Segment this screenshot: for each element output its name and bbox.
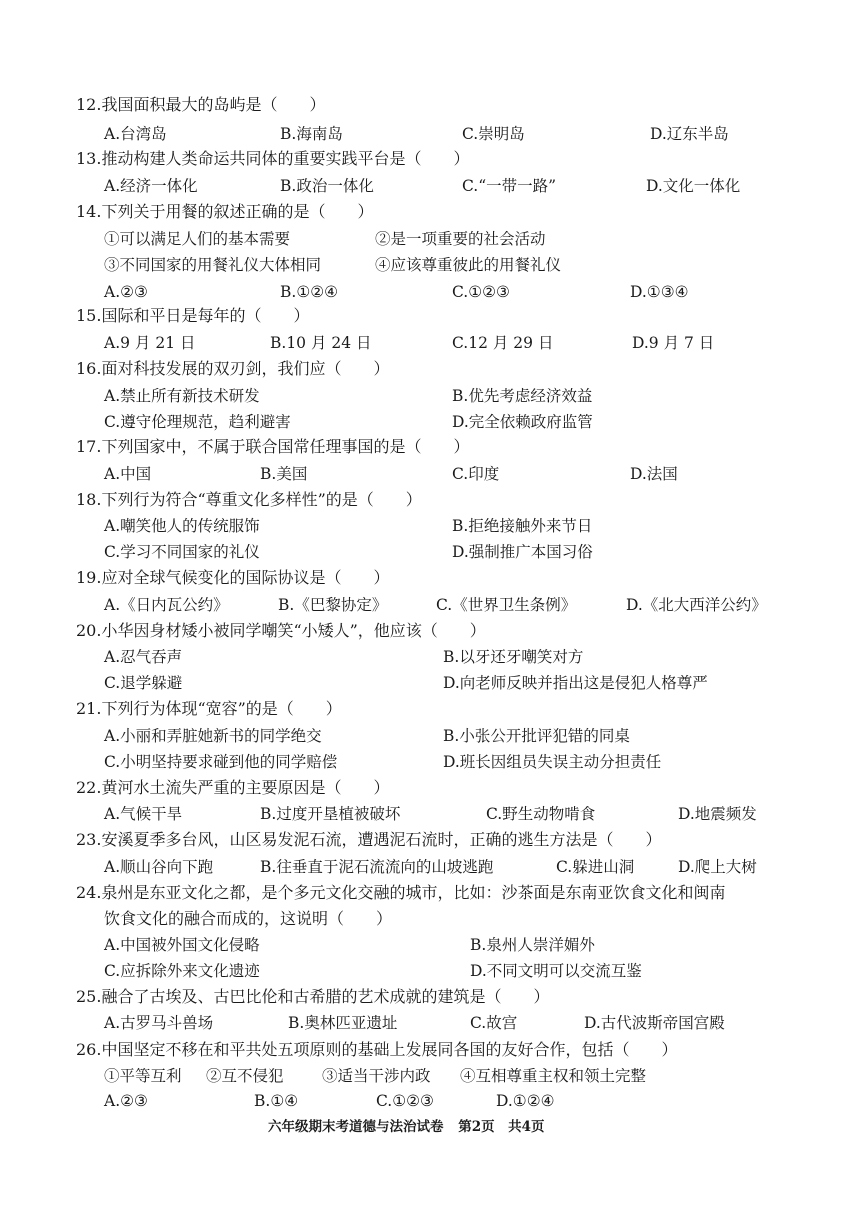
question-14-option-b: B.①②④ — [280, 283, 339, 301]
question-20-stem: 20.小华因身材矮小被同学嘲笑“小矮人”，他应该（ ） — [76, 621, 486, 640]
question-15-stem: 15.国际和平日是每年的（ ） — [76, 306, 310, 325]
question-26-statement-3: ③适当干涉内政 — [322, 1067, 431, 1085]
question-22-option-b: B.过度开垦植被破坏 — [260, 805, 401, 823]
question-24-option-d: D.不同文明可以交流互鉴 — [470, 962, 642, 980]
question-26-option-b: B.①④ — [254, 1092, 299, 1110]
footer-title: 六年级期末考道德与法治试卷 — [268, 1119, 444, 1135]
question-12-option-a: A.台湾岛 — [104, 125, 167, 143]
question-26-option-a: A.②③ — [104, 1092, 148, 1110]
question-14-option-d: D.①③④ — [630, 283, 689, 301]
question-17-stem: 17.下列国家中，不属于联合国常任理事国的是（ ） — [76, 437, 470, 456]
question-12-stem: 12.我国面积最大的岛屿是（ ） — [76, 95, 326, 114]
question-26-statement-4: ④互相尊重主权和领土完整 — [460, 1067, 647, 1085]
question-20-option-a: A.忍气吞声 — [104, 648, 183, 666]
question-15-option-a: A.9 月 21 日 — [104, 334, 196, 352]
question-14-statement-2: ②是一项重要的社会活动 — [375, 230, 546, 248]
question-21-option-b: B.小张公开批评犯错的同桌 — [443, 727, 630, 745]
footer-page-prefix: 第 — [458, 1119, 472, 1135]
footer-page-total: 4 — [521, 1119, 532, 1135]
question-14-statement-4: ④应该尊重彼此的用餐礼仪 — [375, 256, 562, 274]
question-13-stem: 13.推动构建人类命运共同体的重要实践平台是（ ） — [76, 149, 470, 168]
question-12-option-d: D.辽东半岛 — [650, 125, 729, 143]
question-26-statement-2: ②互不侵犯 — [206, 1067, 284, 1085]
question-15-option-d: D.9 月 7 日 — [632, 334, 715, 352]
question-24-option-b: B.泉州人崇洋媚外 — [470, 936, 595, 954]
question-13-option-c: C.“一带一路” — [462, 177, 557, 195]
footer-page-mid: 页 共 — [481, 1119, 522, 1135]
question-22-option-d: D.地震频发 — [678, 805, 757, 823]
question-16-option-a: A.禁止所有新技术研发 — [104, 387, 260, 405]
question-23-option-b: B.往垂直于泥石流流向的山坡逃跑 — [260, 858, 494, 876]
question-20-option-d: D.向老师反映并指出这是侵犯人格尊严 — [443, 674, 708, 692]
question-23-option-c: C.躲进山洞 — [556, 858, 635, 876]
question-24-option-c: C.应拆除外来文化遗迹 — [104, 962, 260, 980]
question-25-option-b: B.奥林匹亚遗址 — [288, 1014, 398, 1032]
question-16-stem: 16.面对科技发展的双刃剑，我们应（ ） — [76, 359, 390, 378]
question-24-option-a: A.中国被外国文化侵略 — [104, 936, 260, 954]
question-16-option-b: B.优先考虑经济效益 — [452, 387, 593, 405]
question-23-option-a: A.顺山谷向下跑 — [104, 858, 214, 876]
question-18-option-c: C.学习不同国家的礼仪 — [104, 543, 260, 561]
question-26-option-c: C.①②③ — [376, 1092, 434, 1110]
question-22-option-c: C.野生动物啃食 — [486, 805, 596, 823]
question-22-stem: 22.黄河水土流失严重的主要原因是（ ） — [76, 778, 390, 797]
question-21-option-c: C.小明坚持要求碰到他的同学赔偿 — [104, 753, 338, 771]
question-25-stem: 25.融合了古埃及、古巴比伦和古希腊的艺术成就的建筑是（ ） — [76, 987, 550, 1006]
question-25-option-a: A.古罗马斗兽场 — [104, 1014, 214, 1032]
question-17-option-a: A.中国 — [104, 465, 152, 483]
footer-page-current: 2 — [471, 1119, 482, 1135]
question-15-option-b: B.10 月 24 日 — [270, 334, 372, 352]
question-18-option-b: B.拒绝接触外来节日 — [452, 517, 593, 535]
question-26-option-d: D.①②④ — [496, 1092, 555, 1110]
question-13-option-b: B.政治一体化 — [280, 177, 374, 195]
question-19-option-c: C.《世界卫生条例》 — [436, 596, 577, 614]
question-21-stem: 21.下列行为体现“宽容”的是（ ） — [76, 699, 342, 718]
question-21-option-d: D.班长因组员失误主动分担责任 — [443, 753, 662, 771]
question-20-option-b: B.以牙还牙嘲笑对方 — [443, 648, 584, 666]
question-17-option-c: C.印度 — [452, 465, 500, 483]
question-23-stem: 23.安溪夏季多台风，山区易发泥石流，遭遇泥石流时，正确的逃生方法是（ ） — [76, 830, 662, 849]
question-19-stem: 19.应对全球气候变化的国际协议是（ ） — [76, 568, 390, 587]
question-25-option-c: C.故宫 — [470, 1014, 518, 1032]
question-13-option-d: D.文化一体化 — [646, 177, 741, 195]
question-17-option-d: D.法国 — [630, 465, 678, 483]
question-25-option-d: D.古代波斯帝国宫殿 — [584, 1014, 725, 1032]
question-20-option-c: C.退学躲避 — [104, 674, 183, 692]
question-14-option-c: C.①②③ — [452, 283, 510, 301]
question-24-stem-continued: 饮食文化的融合而成的，这说明（ ） — [104, 909, 393, 928]
page-footer — [268, 1115, 545, 1135]
question-14-statement-3: ③不同国家的用餐礼仪大体相同 — [104, 256, 322, 274]
question-17-option-b: B.美国 — [260, 465, 308, 483]
question-26-statement-1: ①平等互利 — [104, 1067, 182, 1085]
question-12-option-c: C.崇明岛 — [462, 125, 525, 143]
question-18-option-d: D.强制推广本国习俗 — [452, 543, 593, 561]
question-18-stem: 18.下列行为符合“尊重文化多样性”的是（ ） — [76, 490, 422, 509]
question-16-option-c: C.遵守伦理规范，趋利避害 — [104, 413, 291, 431]
question-19-option-d: D.《北大西洋公约》 — [626, 596, 767, 614]
question-16-option-d: D.完全依赖政府监管 — [452, 413, 593, 431]
question-14-stem: 14.下列关于用餐的叙述正确的是（ ） — [76, 202, 374, 221]
question-22-option-a: A.气候干旱 — [104, 805, 183, 823]
question-13-option-a: A.经济一体化 — [104, 177, 198, 195]
question-14-option-a: A.②③ — [104, 283, 148, 301]
question-19-option-b: B.《巴黎协定》 — [278, 596, 388, 614]
question-23-option-d: D.爬上大树 — [678, 858, 757, 876]
question-12-option-b: B.海南岛 — [280, 125, 343, 143]
question-26-stem: 26.中国坚定不移在和平共处五项原则的基础上发展同各国的友好合作，包括（ ） — [76, 1040, 678, 1059]
question-19-option-a: A.《日内瓦公约》 — [104, 596, 229, 614]
question-24-stem: 24.泉州是东亚文化之都，是个多元文化交融的城市，比如：沙茶面是东南亚饮食文化和闽南 — [76, 883, 726, 902]
footer-page-suffix: 页 — [531, 1119, 545, 1135]
question-18-option-a: A.嘲笑他人的传统服饰 — [104, 517, 260, 535]
question-21-option-a: A.小丽和弄脏她新书的同学绝交 — [104, 727, 322, 745]
question-14-statement-1: ①可以满足人们的基本需要 — [104, 230, 291, 248]
question-15-option-c: C.12 月 29 日 — [452, 334, 554, 352]
